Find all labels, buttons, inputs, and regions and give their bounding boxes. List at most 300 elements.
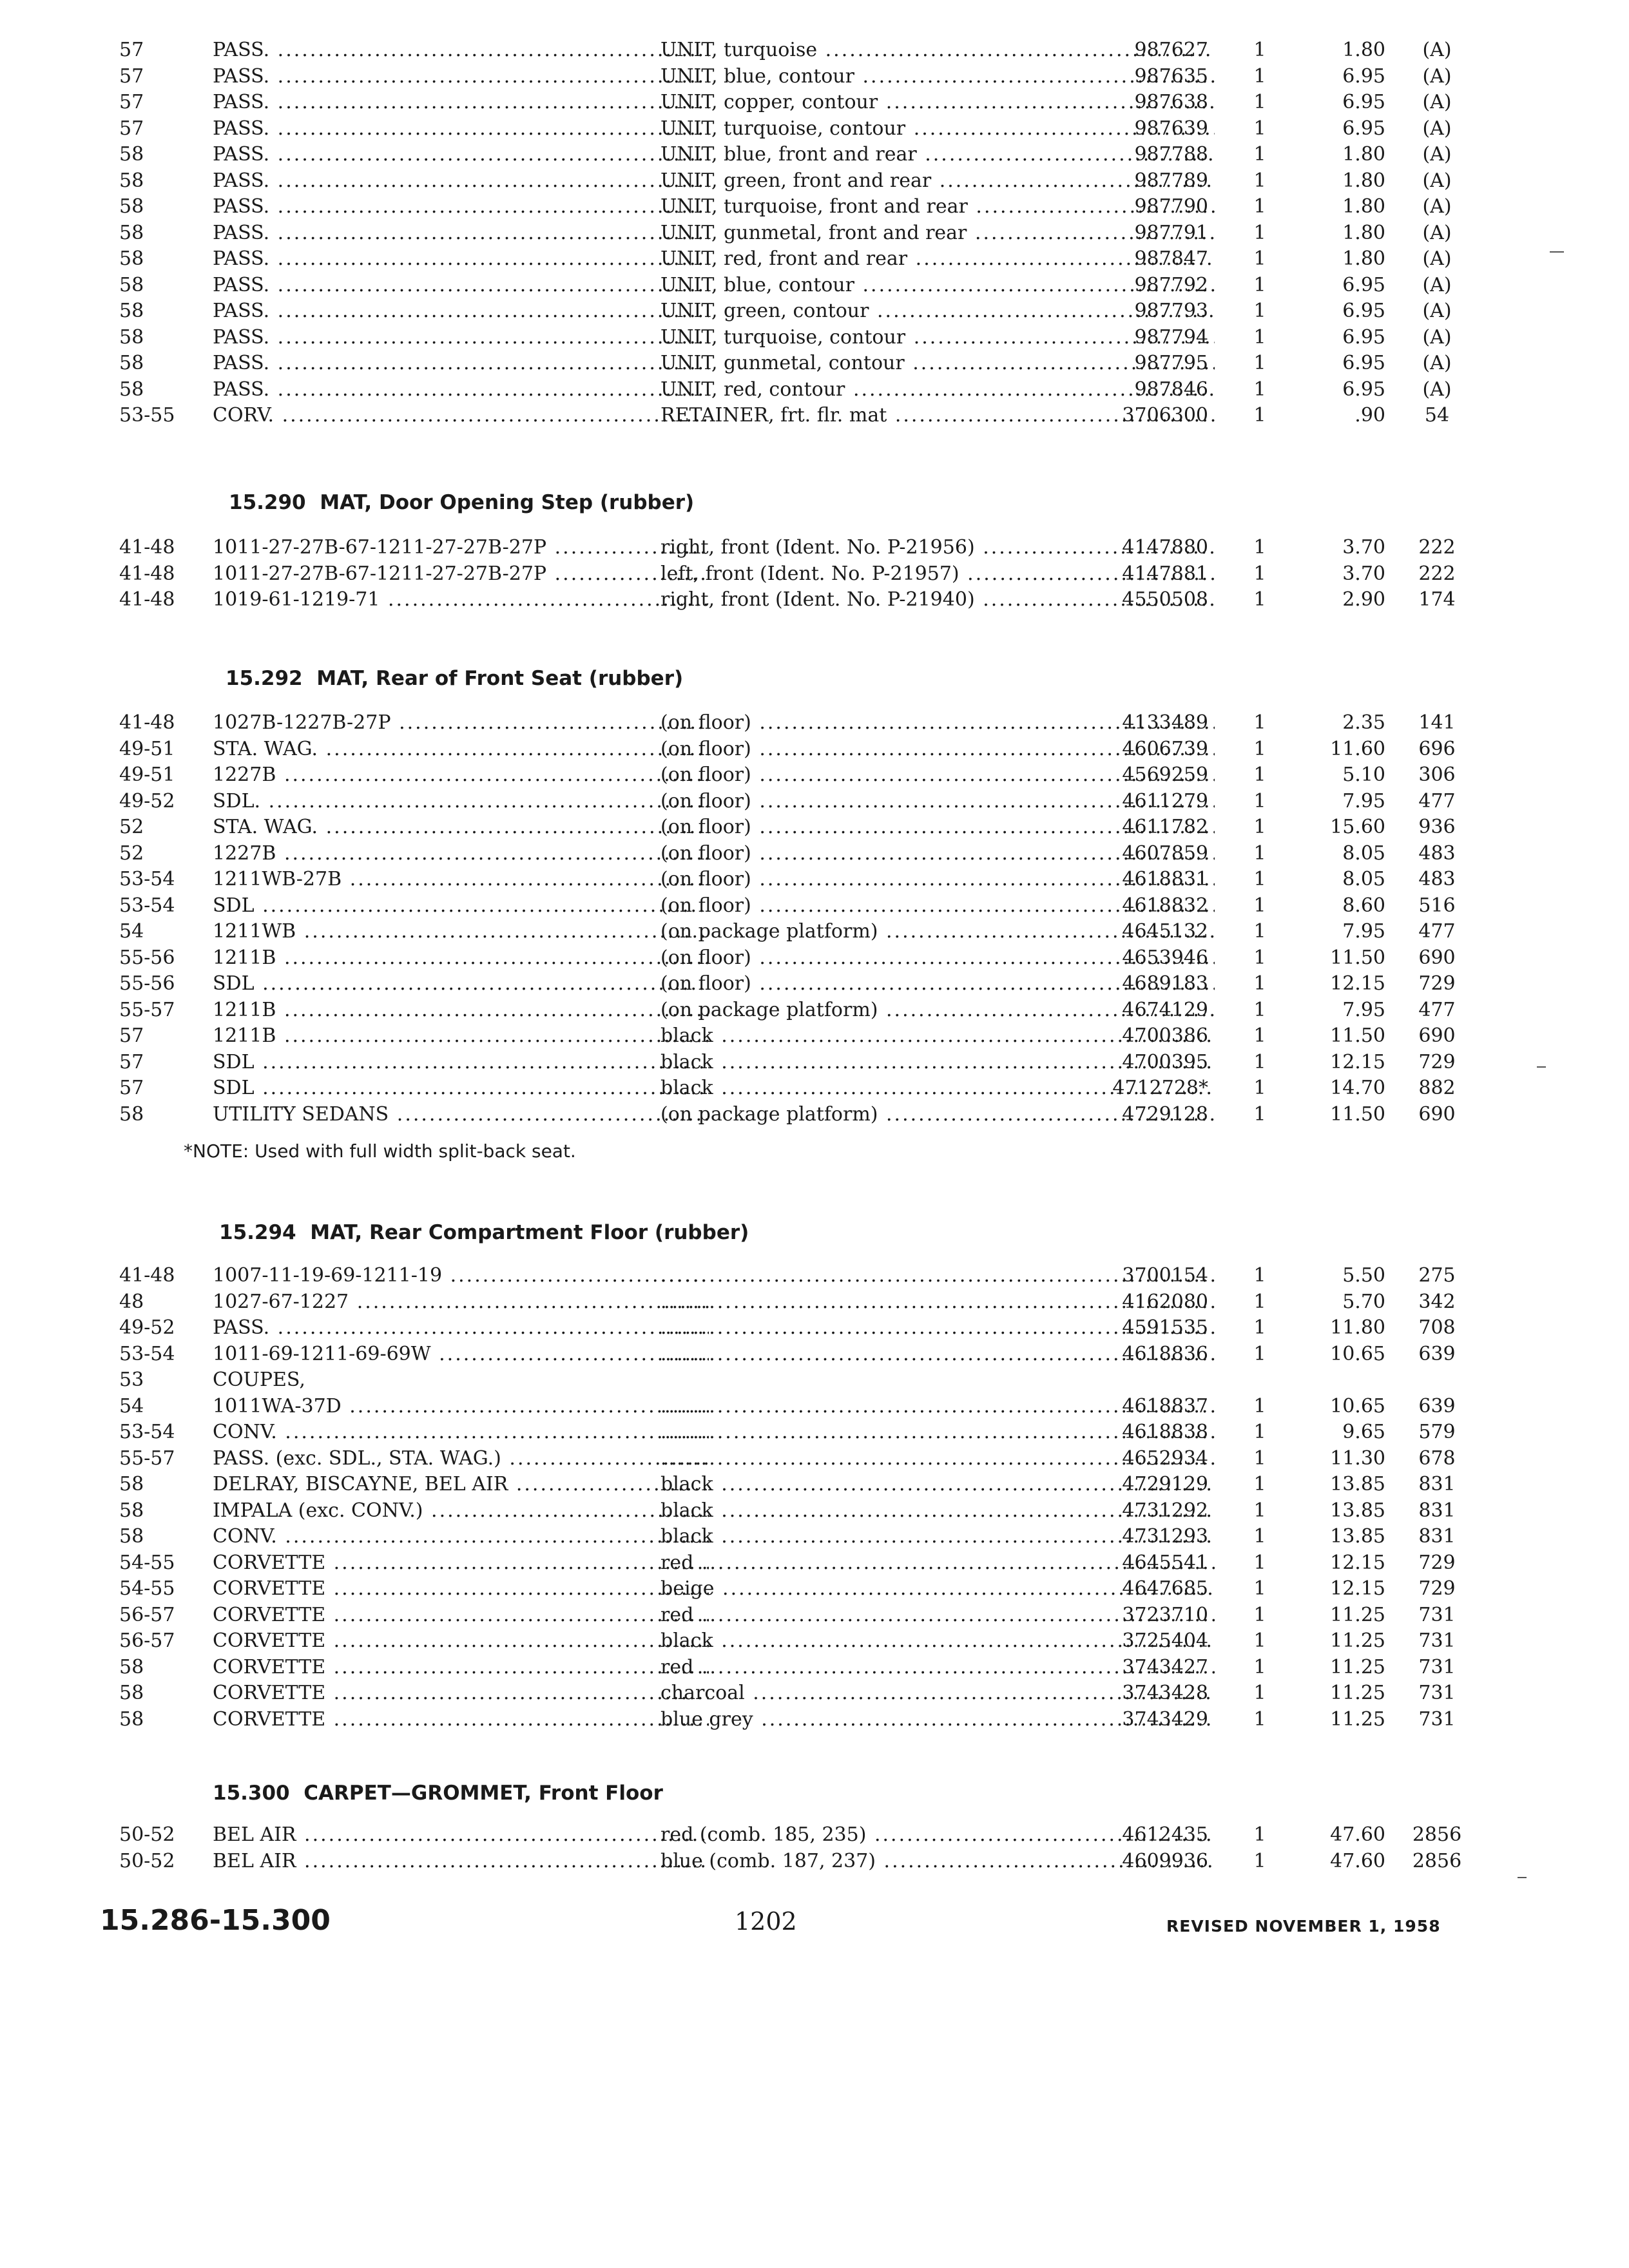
- quantity: 1: [1253, 1421, 1266, 1443]
- section-number: 15.300: [213, 1782, 290, 1805]
- model-year: 54: [119, 1394, 144, 1418]
- quantity: 1: [1253, 117, 1266, 140]
- table-row: [90, 325, 1482, 351]
- model: 1011-27-27B-67-1211-27-27B-27P .....: [213, 561, 709, 588]
- part-number: 3743427: [1122, 1655, 1208, 1678]
- description: black .....: [660, 1628, 1215, 1655]
- code: 731: [1418, 1629, 1456, 1652]
- footnote: *NOTE: Used with full width split-back seat.: [184, 1140, 576, 1162]
- section-15-290: [90, 535, 1482, 613]
- quantity: 1: [1253, 1050, 1266, 1073]
- code: 731: [1418, 1603, 1456, 1626]
- price: 11.25: [1330, 1603, 1385, 1626]
- quantity: 1: [1253, 39, 1266, 61]
- quantity: 1: [1253, 195, 1266, 218]
- part-number: 987788: [1134, 143, 1208, 166]
- table-row: [90, 587, 1482, 613]
- description: red .....: [660, 1550, 1215, 1577]
- model-year: 58: [119, 247, 144, 270]
- model: 1027-67-1227 .....: [213, 1289, 709, 1316]
- model: PASS. .....: [213, 194, 709, 220]
- code: 696: [1418, 737, 1456, 760]
- price: 6.95: [1342, 273, 1385, 296]
- model: PASS. .....: [213, 37, 709, 64]
- description: blue grey .....: [660, 1707, 1215, 1733]
- model-year: 55-57: [119, 998, 175, 1021]
- quantity: 1: [1253, 1394, 1266, 1418]
- code: (A): [1422, 273, 1452, 296]
- code: (A): [1422, 221, 1452, 244]
- quantity: 1: [1253, 247, 1266, 270]
- code: 579: [1418, 1421, 1456, 1443]
- table-row: [90, 1822, 1482, 1849]
- description: RETAINER, frt. flr. mat .....: [660, 403, 1215, 429]
- quantity: 1: [1253, 711, 1266, 734]
- model: 1227B .....: [213, 841, 709, 867]
- model-year: 54: [119, 920, 144, 943]
- quantity: 1: [1253, 1342, 1266, 1365]
- part-number: 4618832: [1122, 894, 1208, 917]
- description: UNIT, turquoise .....: [660, 37, 1215, 64]
- part-number: 3706300: [1122, 404, 1208, 427]
- price: 11.30: [1330, 1446, 1385, 1470]
- section-heading-15-292: [226, 667, 683, 690]
- model-year: 49-51: [119, 764, 175, 786]
- description: black .....: [660, 1524, 1215, 1550]
- model-year: 49-51: [119, 737, 175, 760]
- quantity: 1: [1253, 143, 1266, 166]
- price: 1.80: [1342, 169, 1385, 192]
- part-number: 4729128: [1122, 1102, 1208, 1126]
- quantity: 1: [1253, 1290, 1266, 1313]
- table-row: [90, 893, 1482, 919]
- code: (A): [1422, 195, 1452, 218]
- code: 936: [1418, 816, 1456, 838]
- quantity: 1: [1253, 1525, 1266, 1548]
- description: UNIT, turquoise, contour .....: [660, 325, 1215, 351]
- description: (on package platform) .....: [660, 1102, 1215, 1128]
- price: 5.50: [1342, 1264, 1385, 1287]
- part-number: 4609936: [1122, 1849, 1208, 1872]
- code: 731: [1418, 1682, 1456, 1704]
- section-heading-15-290: [229, 491, 694, 514]
- model-year: 41-48: [119, 1264, 175, 1287]
- part-number: 4591535: [1122, 1316, 1208, 1339]
- part-number: 987627: [1134, 39, 1208, 61]
- model-year: 58: [119, 195, 144, 218]
- price: 6.95: [1342, 117, 1385, 140]
- part-number: 3743429: [1122, 1707, 1208, 1731]
- model-year: 57: [119, 1050, 144, 1073]
- part-number: 4133489: [1122, 711, 1208, 734]
- model-year: 41-48: [119, 588, 175, 611]
- quantity: 1: [1253, 1707, 1266, 1731]
- description: UNIT, turquoise, front and rear .....: [660, 194, 1215, 220]
- code: 678: [1418, 1446, 1456, 1470]
- section-title: CARPET—GROMMET, Front Floor: [304, 1782, 663, 1805]
- code: (A): [1422, 378, 1452, 401]
- model-year: 54-55: [119, 1551, 175, 1574]
- quantity: 1: [1253, 1629, 1266, 1652]
- model: CORVETTE .....: [213, 1628, 709, 1655]
- code: 222: [1418, 536, 1456, 559]
- description: UNIT, green, contour .....: [660, 298, 1215, 325]
- code: (A): [1422, 117, 1452, 140]
- code: 639: [1418, 1394, 1456, 1418]
- model: PASS. .....: [213, 351, 709, 377]
- description: (on floor) .....: [660, 710, 1215, 736]
- table-row: [90, 1602, 1482, 1629]
- model: 1011WA-37D .....: [213, 1394, 709, 1420]
- description: UNIT, red, contour .....: [660, 377, 1215, 403]
- price: 11.25: [1330, 1629, 1385, 1652]
- model-year: 58: [119, 352, 144, 374]
- code: 477: [1418, 789, 1456, 812]
- description: charcoal .....: [660, 1680, 1215, 1707]
- price: 6.95: [1342, 300, 1385, 322]
- price: 13.85: [1330, 1473, 1385, 1495]
- table-row: [90, 403, 1482, 429]
- page-range: 15.286-15.300: [100, 1904, 331, 1937]
- table-row: [90, 561, 1482, 588]
- model: 1211WB-27B .....: [213, 867, 709, 893]
- quantity: 1: [1253, 221, 1266, 244]
- description: black .....: [660, 1472, 1215, 1498]
- section-heading-15-300: [213, 1782, 663, 1805]
- part-number: 4611279: [1122, 789, 1208, 812]
- price: 3.70: [1342, 562, 1385, 585]
- model: PASS. .....: [213, 377, 709, 403]
- model-year: 58: [119, 378, 144, 401]
- price: 12.15: [1330, 1551, 1385, 1574]
- quantity: 1: [1253, 998, 1266, 1021]
- quantity: 1: [1253, 1849, 1266, 1872]
- price: 6.95: [1342, 64, 1385, 88]
- section-heading-15-294: [219, 1221, 749, 1244]
- code: 174: [1418, 588, 1456, 611]
- price: 7.95: [1342, 998, 1385, 1021]
- code: 2856: [1412, 1849, 1462, 1872]
- price: 11.25: [1330, 1682, 1385, 1704]
- price: 1.80: [1342, 195, 1385, 218]
- model-year: 58: [119, 1682, 144, 1704]
- description: UNIT, green, front and rear .....: [660, 168, 1215, 195]
- quantity: 1: [1253, 789, 1266, 812]
- table-row: [90, 1576, 1482, 1602]
- code: 882: [1418, 1077, 1456, 1099]
- table-row: [90, 789, 1482, 815]
- price: 11.50: [1330, 1024, 1385, 1047]
- model-year: 53-55: [119, 404, 175, 427]
- table-row: [90, 535, 1482, 561]
- model-year: 57: [119, 39, 144, 61]
- table-row: [90, 919, 1482, 945]
- model-year: 53-54: [119, 1421, 175, 1443]
- part-number: 987635: [1134, 64, 1208, 88]
- table-row: [90, 736, 1482, 763]
- model-year: 48: [119, 1290, 144, 1313]
- quantity: 1: [1253, 1655, 1266, 1678]
- section-title: MAT, Rear Compartment Floor (rubber): [310, 1221, 749, 1244]
- price: 1.80: [1342, 247, 1385, 270]
- description: (on floor) .....: [660, 789, 1215, 815]
- section-15-292: [90, 710, 1482, 1128]
- price: 7.95: [1342, 789, 1385, 812]
- part-number: 4653946: [1122, 946, 1208, 969]
- quantity: 1: [1253, 1102, 1266, 1126]
- model: SDL .....: [213, 1075, 709, 1102]
- code: 342: [1418, 1290, 1456, 1313]
- table-row: [90, 273, 1482, 299]
- price: 14.70: [1330, 1077, 1385, 1099]
- model: 1211B .....: [213, 945, 709, 972]
- model: PASS. .....: [213, 90, 709, 116]
- model-year: 53-54: [119, 1342, 175, 1365]
- code: 483: [1418, 841, 1456, 865]
- price: 12.15: [1330, 972, 1385, 995]
- table-row: [90, 1289, 1482, 1316]
- table-row: [90, 841, 1482, 867]
- description: blue (comb. 187, 237) .....: [660, 1849, 1215, 1875]
- model-year: 56-57: [119, 1629, 175, 1652]
- code: (A): [1422, 91, 1452, 113]
- quantity: 1: [1253, 325, 1266, 349]
- table-row: [90, 1472, 1482, 1498]
- description: UNIT, red, front and rear .....: [660, 246, 1215, 273]
- table-row: [90, 1446, 1482, 1472]
- quantity: 1: [1253, 169, 1266, 192]
- model: CORV. .....: [213, 403, 709, 429]
- model: PASS. .....: [213, 298, 709, 325]
- model-year: 57: [119, 1024, 144, 1047]
- part-number: 4731293: [1122, 1525, 1208, 1548]
- part-number: 4618836: [1122, 1342, 1208, 1365]
- model: BEL AIR .....: [213, 1822, 709, 1849]
- model: PASS. .....: [213, 273, 709, 299]
- description: black .....: [660, 1075, 1215, 1102]
- model-year: 58: [119, 273, 144, 296]
- model-year: 54-55: [119, 1577, 175, 1600]
- table-row: [90, 64, 1482, 90]
- model: CORVETTE .....: [213, 1602, 709, 1629]
- quantity: 1: [1253, 1077, 1266, 1099]
- code: 690: [1418, 1102, 1456, 1126]
- part-number: 987791: [1134, 221, 1208, 244]
- code: 731: [1418, 1655, 1456, 1678]
- model: PASS. .....: [213, 246, 709, 273]
- table-row: [90, 1102, 1482, 1128]
- model: PASS. .....: [213, 325, 709, 351]
- table-row: [90, 37, 1482, 64]
- quantity: 1: [1253, 1264, 1266, 1287]
- part-number: 4700386: [1122, 1024, 1208, 1047]
- code: 2856: [1412, 1823, 1462, 1846]
- code: (A): [1422, 300, 1452, 322]
- part-number: 4618831: [1122, 868, 1208, 890]
- table-row: [90, 220, 1482, 247]
- code: (A): [1422, 143, 1452, 166]
- table-row: [90, 116, 1482, 142]
- model: 1227B .....: [213, 762, 709, 789]
- code: 831: [1418, 1525, 1456, 1548]
- table-row: [90, 90, 1482, 116]
- quantity: 1: [1253, 588, 1266, 611]
- part-number: 4618837: [1122, 1394, 1208, 1418]
- table-row: [90, 1707, 1482, 1733]
- code: 729: [1418, 1577, 1456, 1600]
- description: beige .....: [660, 1576, 1215, 1602]
- part-number: 4712728*: [1112, 1077, 1208, 1099]
- model: CONV. .....: [213, 1419, 709, 1446]
- table-row: [90, 1524, 1482, 1550]
- table-row: [90, 1367, 1482, 1394]
- model-year: 58: [119, 1525, 144, 1548]
- description: (on floor) .....: [660, 814, 1215, 841]
- part-number: 987792: [1134, 273, 1208, 296]
- model-year: 49-52: [119, 1316, 175, 1339]
- part-number: 4612435: [1122, 1823, 1208, 1846]
- code: 729: [1418, 972, 1456, 995]
- code: (A): [1422, 352, 1452, 374]
- code: 54: [1424, 404, 1450, 427]
- price: 10.65: [1330, 1394, 1385, 1418]
- table-row: [90, 168, 1482, 195]
- price: 11.50: [1330, 946, 1385, 969]
- code: 729: [1418, 1551, 1456, 1574]
- model: PASS. (exc. SDL., STA. WAG.) .....: [213, 1446, 709, 1472]
- description: (on floor) .....: [660, 736, 1215, 763]
- table-row: [90, 1050, 1482, 1076]
- price: 6.95: [1342, 378, 1385, 401]
- model: CORVETTE .....: [213, 1655, 709, 1681]
- model-year: 58: [119, 143, 144, 166]
- table-row: [90, 246, 1482, 273]
- quantity: 1: [1253, 764, 1266, 786]
- price: 1.80: [1342, 143, 1385, 166]
- part-number: 4569259: [1122, 764, 1208, 786]
- quantity: 1: [1253, 894, 1266, 917]
- description: (on floor) .....: [660, 893, 1215, 919]
- description: UNIT, turquoise, contour .....: [660, 116, 1215, 142]
- table-row: [90, 1075, 1482, 1102]
- description: UNIT, blue, contour .....: [660, 64, 1215, 90]
- code: (A): [1422, 325, 1452, 349]
- code: (A): [1422, 64, 1452, 88]
- quantity: 1: [1253, 868, 1266, 890]
- quantity: 1: [1253, 1823, 1266, 1846]
- part-number: 4729129: [1122, 1473, 1208, 1495]
- part-number: 4550508: [1122, 588, 1208, 611]
- model-year: 57: [119, 64, 144, 88]
- model: PASS. .....: [213, 220, 709, 247]
- price: 15.60: [1330, 816, 1385, 838]
- price: 47.60: [1330, 1823, 1385, 1846]
- code: 690: [1418, 1024, 1456, 1047]
- model: 1211B .....: [213, 997, 709, 1024]
- description: UNIT, blue, contour .....: [660, 273, 1215, 299]
- description: (on floor) .....: [660, 867, 1215, 893]
- model-year: 49-52: [119, 789, 175, 812]
- model: PASS. .....: [213, 142, 709, 168]
- description: UNIT, gunmetal, front and rear .....: [660, 220, 1215, 247]
- table-row: [90, 1023, 1482, 1050]
- model: 1011-69-1211-69-69W .....: [213, 1341, 709, 1368]
- description: red .....: [660, 1602, 1215, 1629]
- part-number: 3725404: [1122, 1629, 1208, 1652]
- section-number: 15.292: [226, 667, 303, 690]
- quantity: 1: [1253, 1316, 1266, 1339]
- description: red (comb. 185, 235) .....: [660, 1822, 1215, 1849]
- table-row: [90, 1419, 1482, 1446]
- part-number: 4607859: [1122, 841, 1208, 865]
- part-number: 4611782: [1122, 816, 1208, 838]
- model: 1019-61-1219-71 .....: [213, 587, 709, 613]
- part-number: 987793: [1134, 300, 1208, 322]
- price: 3.70: [1342, 536, 1385, 559]
- model-year: 58: [119, 169, 144, 192]
- model-year: 53-54: [119, 894, 175, 917]
- table-row: [90, 1315, 1482, 1341]
- description: right, front (Ident. No. P-21940) .....: [660, 587, 1215, 613]
- part-number: 987846: [1134, 378, 1208, 401]
- quantity: 1: [1253, 1603, 1266, 1626]
- table-row: [90, 377, 1482, 403]
- price: 11.50: [1330, 1102, 1385, 1126]
- part-number: 987789: [1134, 169, 1208, 192]
- model-year: 50-52: [119, 1823, 175, 1846]
- code: (A): [1422, 247, 1452, 270]
- model: 1007-11-19-69-1211-19 .....: [213, 1263, 709, 1289]
- table-row: [90, 867, 1482, 893]
- part-number: 4647685: [1122, 1577, 1208, 1600]
- quantity: 1: [1253, 273, 1266, 296]
- quantity: 1: [1253, 1577, 1266, 1600]
- description: (on package platform) .....: [660, 997, 1215, 1024]
- part-number: 4162080: [1122, 1290, 1208, 1313]
- description: right, front (Ident. No. P-21956) .....: [660, 535, 1215, 561]
- quantity: 1: [1253, 737, 1266, 760]
- model-year: 58: [119, 1499, 144, 1522]
- quantity: 1: [1253, 1024, 1266, 1047]
- model-year: 53: [119, 1369, 144, 1391]
- model-year: 58: [119, 1655, 144, 1678]
- model-year: 41-48: [119, 711, 175, 734]
- part-number: 3723710: [1122, 1603, 1208, 1626]
- model: CORVETTE .....: [213, 1550, 709, 1577]
- table-row: [90, 1628, 1482, 1655]
- quantity: 1: [1253, 404, 1266, 427]
- page-number: 1202: [735, 1907, 797, 1936]
- revision-date: REVISED NOVEMBER 1, 1958: [1166, 1917, 1441, 1936]
- code: 731: [1418, 1707, 1456, 1731]
- table-row: [90, 1263, 1482, 1289]
- part-number: 4700395: [1122, 1050, 1208, 1073]
- price: 10.65: [1330, 1342, 1385, 1365]
- model: CORVETTE .....: [213, 1707, 709, 1733]
- table-row: [90, 351, 1482, 377]
- part-number: 4674129: [1122, 998, 1208, 1021]
- table-row: [90, 971, 1482, 997]
- scan-mark: [1550, 251, 1564, 253]
- scan-mark: [1537, 1066, 1546, 1068]
- quantity: 1: [1253, 1499, 1266, 1522]
- section-title: MAT, Rear of Front Seat (rubber): [316, 667, 684, 690]
- quantity: 1: [1253, 972, 1266, 995]
- price: 8.60: [1342, 894, 1385, 917]
- table-row: [90, 1550, 1482, 1577]
- price: 11.80: [1330, 1316, 1385, 1339]
- table-row: [90, 1655, 1482, 1681]
